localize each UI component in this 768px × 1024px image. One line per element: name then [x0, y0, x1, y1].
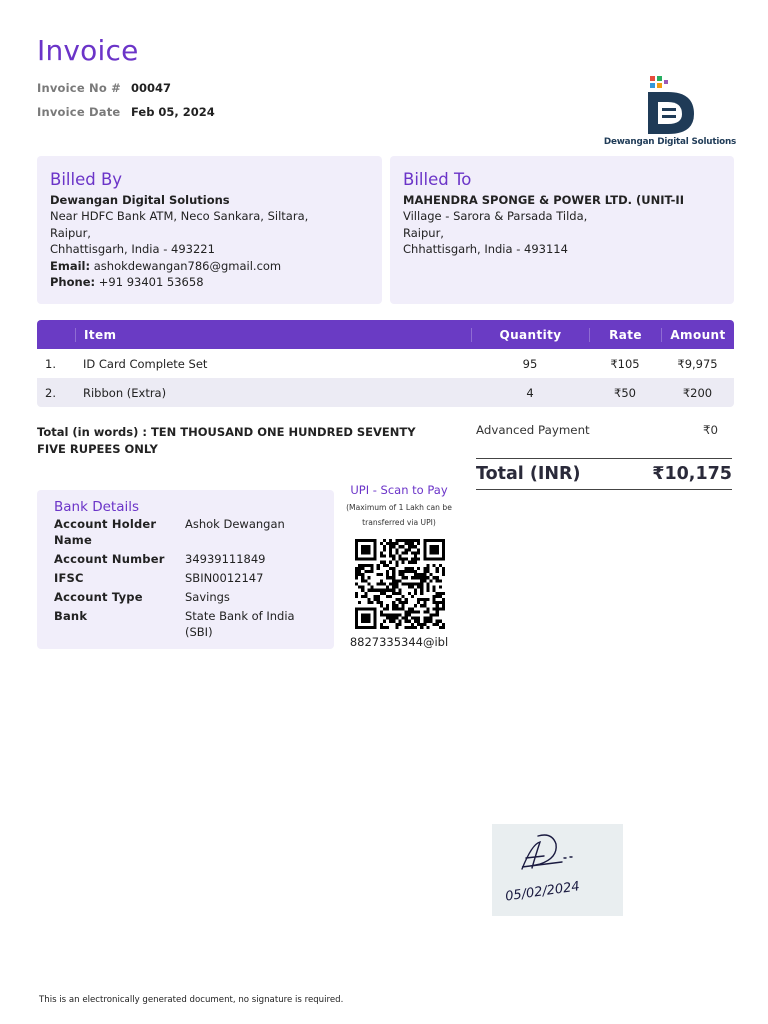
billed-to-card — [390, 156, 734, 304]
upi-note: (Maximum of 1 Lakh can be transferred via UPI) — [346, 503, 452, 527]
billed-by-card — [37, 156, 382, 304]
ifsc-label: IFSC — [54, 571, 84, 585]
total-in-words: Total (in words) : TEN THOUSAND ONE HUNDRED SEVENTY FIVE RUPEES ONLY — [37, 425, 416, 456]
invoice-date-row — [37, 105, 215, 119]
invoice-number-value: 00047 — [131, 81, 172, 95]
header-rate: Rate — [589, 328, 661, 342]
signature-image — [492, 824, 623, 916]
billed-to-name: MAHENDRA SPONGE & POWER LTD. (UNIT-II — [403, 193, 684, 207]
advanced-payment-row — [476, 423, 718, 437]
row-number: 1. — [45, 356, 56, 371]
advanced-payment-label: Advanced Payment — [476, 423, 590, 437]
account-holder-label: Account Holder Name — [54, 517, 157, 547]
billed-by-email-row — [50, 258, 382, 274]
ifsc-value: SBIN0012147 — [185, 571, 264, 585]
account-number-label: Account Number — [54, 552, 165, 566]
signature-date: 05/02/2024 — [504, 879, 581, 905]
upi-id: 8827335344@ibl — [349, 635, 449, 649]
billed-by-address-2: Raipur, — [50, 225, 91, 240]
row-rate: ₹50 — [614, 385, 636, 400]
bank-details-heading: Bank Details — [54, 499, 140, 515]
billed-by-address-1: Near HDFC Bank ATM, Neco Sankara, Siltara, — [50, 209, 309, 224]
logo-caption: Dewangan Digital Solutions — [603, 137, 737, 147]
header-amount: Amount — [661, 328, 734, 342]
bank-details-table — [54, 516, 305, 640]
email-label: Email: — [50, 258, 91, 273]
invoice-number-row — [37, 81, 171, 95]
total-row — [476, 458, 732, 490]
header-quantity: Quantity — [471, 328, 589, 342]
billed-to-address-3: Chhattisgarh, India - 493114 — [403, 242, 568, 257]
billed-by-heading: Billed By — [50, 170, 123, 189]
billed-to-address-1: Village - Sarora & Parsada Tilda, — [403, 209, 588, 224]
billed-to-heading: Billed To — [403, 170, 472, 189]
table-row — [37, 349, 734, 378]
items-table — [37, 320, 734, 407]
account-type-label: Account Type — [54, 590, 143, 604]
row-item: ID Card Complete Set — [83, 356, 208, 371]
invoice-title: Invoice — [37, 34, 139, 67]
invoice-date-value: Feb 05, 2024 — [131, 105, 215, 119]
upi-qr-code[interactable] — [354, 539, 446, 629]
billed-by-address-3: Chhattisgarh, India - 493221 — [50, 242, 215, 257]
total-value: ₹10,175 — [652, 464, 732, 484]
advanced-payment-value: ₹0 — [702, 423, 718, 437]
row-quantity: 95 — [522, 356, 538, 371]
row-amount: ₹200 — [682, 385, 713, 400]
items-table-header — [37, 320, 734, 349]
bank-name-label: Bank — [54, 609, 88, 623]
footer-note: This is an electronically generated document, no signature is required. — [39, 995, 344, 1005]
invoice-date-label: Invoice Date — [37, 105, 121, 119]
billed-to-address-2: Raipur, — [403, 225, 444, 240]
invoice-number-label: Invoice No # — [37, 81, 121, 95]
row-amount: ₹9,975 — [677, 356, 718, 371]
header-item: Item — [75, 328, 471, 342]
account-holder-value: Ashok Dewangan — [185, 517, 285, 531]
email-value[interactable]: ashokdewangan786@gmail.com — [93, 258, 282, 273]
billed-by-name: Dewangan Digital Solutions — [50, 193, 230, 207]
bank-name-value: State Bank of India (SBI) — [185, 609, 295, 639]
upi-title: UPI - Scan to Pay — [350, 483, 448, 497]
bank-details-card — [37, 490, 334, 649]
row-quantity: 4 — [526, 385, 534, 400]
row-number: 2. — [45, 385, 56, 400]
total-label: Total (INR) — [476, 464, 581, 484]
phone-value[interactable]: +91 93401 53658 — [98, 275, 204, 290]
account-number-value: 34939111849 — [185, 552, 266, 566]
table-row — [37, 378, 734, 407]
phone-label: Phone: — [50, 275, 96, 290]
billed-by-phone-row — [50, 274, 382, 290]
account-type-value: Savings — [185, 590, 230, 604]
row-rate: ₹105 — [610, 356, 640, 371]
row-item: Ribbon (Extra) — [83, 385, 167, 400]
